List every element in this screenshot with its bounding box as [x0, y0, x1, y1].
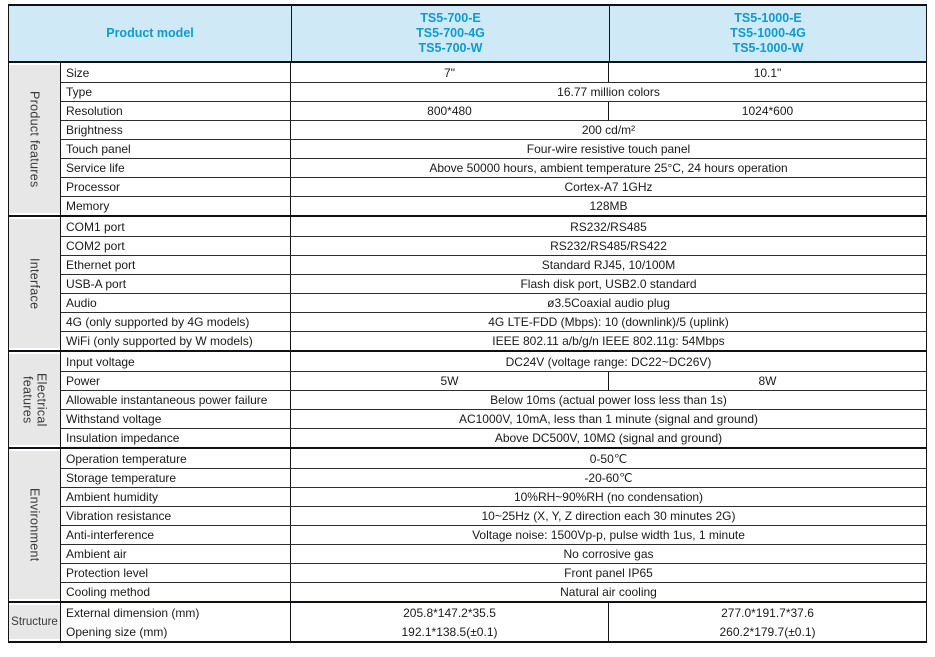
table-row: [61, 236, 926, 255]
table-row: [61, 487, 926, 506]
group-cell: [9, 217, 61, 350]
table-row: [61, 196, 926, 215]
spec-value-1000: 1024*600: [608, 102, 926, 120]
group-label-environment: Environment: [9, 451, 60, 599]
spec-value-700: 7": [444, 65, 455, 80]
spec-label: USB-A port: [61, 275, 291, 293]
spec-label: Service life: [61, 159, 291, 177]
table-row: [61, 255, 926, 274]
spec-value: RS232/RS485: [570, 219, 647, 234]
spec-value: Natural air cooling: [560, 585, 657, 599]
table-row: [61, 544, 926, 563]
section-product-features: [9, 63, 926, 215]
spec-value: IEEE 802.11 a/b/g/n IEEE 802.11g: 54Mbps: [492, 334, 725, 348]
spec-label: WiFi (only supported by W models): [61, 332, 291, 350]
group-label-electrical-features: Electrical features: [9, 354, 60, 445]
table-row: [61, 390, 926, 409]
spec-value: No corrosive gas: [563, 547, 654, 561]
spec-value-1000: 260.2*179.7(±0.1): [608, 622, 926, 641]
table-row: [61, 63, 926, 82]
spec-label: Ethernet port: [61, 256, 291, 274]
spec-label: Opening size (mm): [61, 622, 291, 641]
spec-value: Below 10ms (actual power loss less than 1s): [490, 393, 727, 407]
table-row: [61, 139, 926, 158]
spec-label: Brightness: [61, 121, 291, 139]
section-structure: [9, 601, 926, 641]
spec-value: AC1000V, 10mA, less than 1 minute (signal and ground): [458, 412, 759, 426]
section-rows: [61, 352, 926, 447]
spec-label: Ambient humidity: [61, 488, 291, 506]
spec-value: 0-50℃: [589, 451, 628, 466]
spec-value: ø3.5Coaxial audio plug: [547, 296, 670, 310]
model-name: TS5-700-W: [418, 41, 483, 55]
spec-value-1000: 277.0*191.7*37.6: [608, 603, 926, 622]
table-header: [9, 6, 926, 63]
section-environment: [9, 447, 926, 601]
group-cell: [9, 352, 61, 447]
product-model-header: [9, 6, 291, 61]
spec-label: Protection level: [61, 564, 291, 582]
spec-value-700: 205.8*147.2*35.5: [403, 605, 496, 620]
spec-value: Flash disk port, USB2.0 standard: [520, 277, 697, 291]
table-row: [61, 563, 926, 582]
spec-label: Allowable instantaneous power failure: [61, 391, 291, 409]
product-spec-table: [8, 4, 927, 643]
table-row: [61, 449, 926, 468]
spec-label: External dimension (mm): [61, 603, 291, 622]
spec-value-700: 192.1*138.5(±0.1): [401, 624, 498, 639]
section-rows: [61, 603, 926, 641]
group-cell: [9, 63, 61, 215]
table-row: [61, 120, 926, 139]
table-row: [61, 158, 926, 177]
table-row: [61, 622, 926, 641]
spec-value: 200 cd/m²: [581, 123, 636, 137]
model-column-ts5-1000: [609, 6, 926, 61]
model-name: TS5-700-E: [420, 11, 481, 25]
spec-label: Cooling method: [61, 583, 291, 601]
spec-value: Four-wire resistive touch panel: [526, 142, 691, 156]
model-name: TS5-1000-W: [732, 41, 804, 55]
spec-label: Input voltage: [61, 352, 291, 371]
table-row: [61, 468, 926, 487]
spec-value-1000: 10.1": [608, 63, 926, 82]
spec-label: COM2 port: [61, 237, 291, 255]
spec-value: DC24V (voltage range: DC22~DC26V): [505, 354, 712, 369]
table-row: [61, 331, 926, 350]
spec-value: -20-60℃: [584, 471, 633, 485]
spec-label: Ambient air: [61, 545, 291, 563]
group-label-product-features: Product features: [9, 65, 60, 213]
table-row: [61, 506, 926, 525]
section-rows: [61, 63, 926, 215]
spec-value: 10~25Hz (X, Y, Z direction each 30 minutes 2G): [481, 509, 736, 523]
section-interface: [9, 215, 926, 350]
spec-label: Vibration resistance: [61, 507, 291, 525]
spec-value: 128MB: [589, 199, 628, 213]
model-column-ts5-700: [291, 6, 609, 61]
section-rows: [61, 217, 926, 350]
spec-value: Above DC500V, 10MΩ (signal and ground): [494, 431, 723, 445]
table-row: [61, 603, 926, 622]
spec-label: Audio: [61, 294, 291, 312]
spec-label: Withstand voltage: [61, 410, 291, 428]
spec-label: Touch panel: [61, 140, 291, 158]
spec-value: RS232/RS485/RS422: [550, 239, 667, 253]
group-label-interface: Interface: [9, 219, 60, 348]
spec-value: 16.77 million colors: [557, 85, 660, 99]
spec-value: Standard RJ45, 10/100M: [541, 258, 676, 272]
product-model-label: Product model: [106, 26, 194, 40]
table-row: [61, 274, 926, 293]
spec-label: Power: [61, 372, 291, 390]
spec-value: Above 50000 hours, ambient temperature 25°C, 24 hours operation: [429, 161, 788, 175]
spec-label: 4G (only supported by 4G models): [61, 313, 291, 331]
model-name: TS5-700-4G: [416, 26, 485, 40]
spec-value-700: 800*480: [427, 104, 472, 118]
spec-label: Storage temperature: [61, 469, 291, 487]
table-row: [61, 525, 926, 544]
spec-label: Type: [61, 83, 291, 101]
model-name: TS5-1000-E: [734, 11, 802, 25]
table-row: [61, 312, 926, 331]
group-cell: [9, 603, 61, 641]
spec-value: 4G LTE-FDD (Mbps): 10 (downlink)/5 (uplink): [488, 315, 729, 329]
group-cell: [9, 449, 61, 601]
spec-value: Cortex-A7 1GHz: [564, 180, 653, 194]
spec-label: Resolution: [61, 102, 291, 120]
table-row: [61, 371, 926, 390]
spec-label: Size: [61, 63, 291, 82]
spec-value-700: 5W: [440, 374, 459, 388]
spec-value: Front panel IP65: [564, 566, 653, 580]
table-row: [61, 293, 926, 312]
table-row: [61, 409, 926, 428]
model-name: TS5-1000-4G: [730, 26, 806, 40]
spec-value: 10%RH~90%RH (no condensation): [513, 490, 704, 504]
table-row: [61, 82, 926, 101]
spec-label: Operation temperature: [61, 449, 291, 468]
spec-label: COM1 port: [61, 217, 291, 236]
spec-label: Insulation impedance: [61, 429, 291, 447]
spec-label: Memory: [61, 197, 291, 215]
section-electrical-features: [9, 350, 926, 447]
group-label-structure: Structure: [9, 605, 60, 639]
table-row: [61, 582, 926, 601]
table-row: [61, 177, 926, 196]
spec-value-1000: 8W: [608, 372, 926, 390]
table-row: [61, 428, 926, 447]
table-row: [61, 217, 926, 236]
spec-label: Processor: [61, 178, 291, 196]
section-rows: [61, 449, 926, 601]
spec-value: Voltage noise: 1500Vp-p, pulse width 1us, 1 minute: [472, 528, 745, 542]
table-row: [61, 101, 926, 120]
spec-label: Anti-interference: [61, 526, 291, 544]
table-row: [61, 352, 926, 371]
